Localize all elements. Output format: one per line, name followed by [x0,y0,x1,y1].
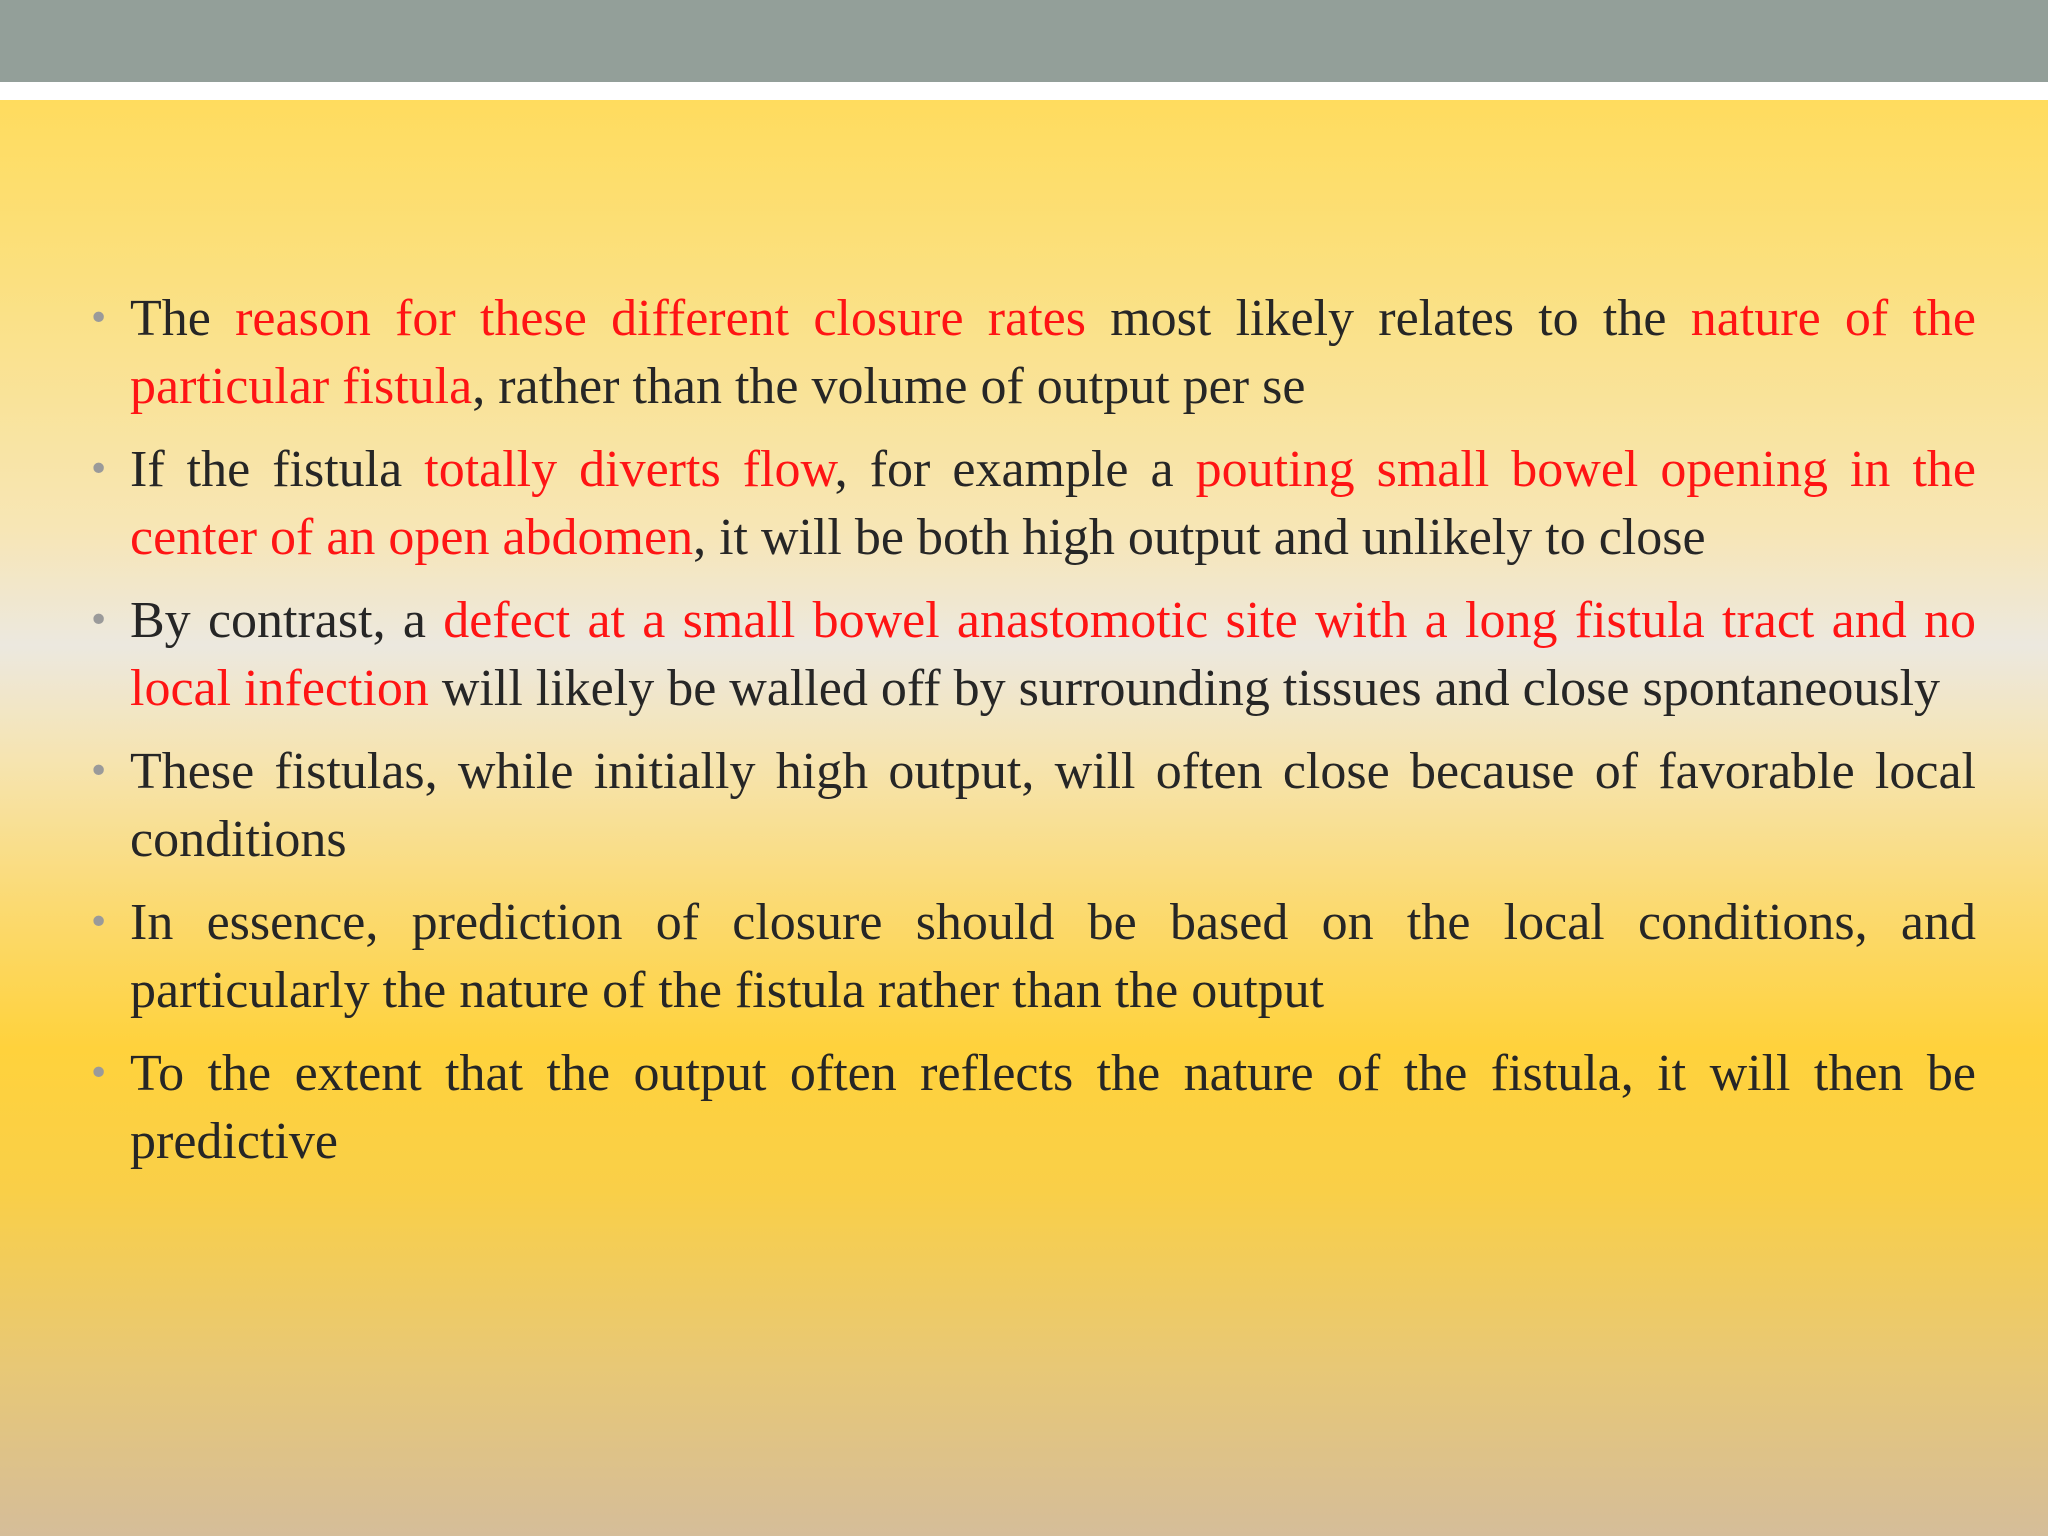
highlighted-text: defect at a small bowel anastomotic site with a long fistula tract and no local infection [130,592,1976,717]
text-segment: will likely be walled off by surrounding tissues and close spontaneously [428,660,1941,717]
bullet-item [88,1040,1976,1176]
text-segment: The [130,290,236,347]
bullet-item [88,738,1976,874]
bullet-item [88,587,1976,723]
highlighted-text: pouting small bowel opening in the center of an open abdomen [130,441,1976,566]
bullet-item [88,436,1976,572]
bullet-dot-icon: • [88,449,110,490]
bullet-text [130,592,1976,717]
highlighted-text: reason for these different closure rates [235,290,1086,347]
bullet-text [130,441,1976,566]
bullet-list [88,285,1976,1191]
bullet-text [130,894,1976,1019]
bullet-item [88,889,1976,1025]
bullet-dot-icon: • [88,751,110,792]
text-segment: most likely relates to the [1085,290,1691,347]
bullet-dot-icon: • [88,1053,110,1094]
text-segment: To the extent that the output often reflects the nature of the fistula, it will then be predictive [130,1045,1976,1170]
text-segment: If the fistula [130,441,425,498]
highlighted-text: nature of the particular fistula [130,290,1976,415]
header-band [0,0,2048,82]
bullet-dot-icon: • [88,600,110,641]
bullet-text [130,290,1976,415]
text-segment: In essence, prediction of closure should be based on the local conditions, and particularly the nature of the fistula rather than the output [130,894,1976,1019]
bullet-text [130,743,1976,868]
highlighted-text: totally diverts flow [424,441,835,498]
bullet-text [130,1045,1976,1170]
text-segment: , it will be both high output and unlikely to close [693,509,1706,566]
bullet-dot-icon: • [88,298,110,339]
bullet-dot-icon: • [88,902,110,943]
text-segment: , for example a [834,441,1196,498]
text-segment: , rather than the volume of output per se [472,358,1306,415]
header-divider [0,82,2048,100]
text-segment: These fistulas, while initially high output, will often close because of favorable local conditions [130,743,1976,868]
text-segment: By contrast, a [130,592,444,649]
bullet-item [88,285,1976,421]
